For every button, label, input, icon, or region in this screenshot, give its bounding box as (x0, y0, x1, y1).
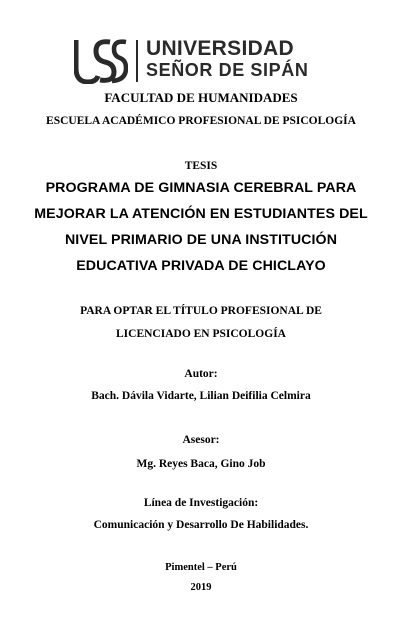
purpose-line-1: PARA OPTAR EL TÍTULO PROFESIONAL DE (80, 305, 322, 317)
advisor-name: Mg. Reyes Baca, Gino Job (136, 458, 266, 470)
author-name: Bach. Dávila Vidarte, Lilian Deifilia Celmira (91, 390, 311, 402)
logo-text-line2: SEÑOR DE SIPÁN (146, 60, 309, 80)
thesis-title-line-3: NIVEL PRIMARIO DE UNA INSTITUCIÓN (64, 232, 338, 248)
faculty-heading: FACULTAD DE HUMANIDADES (104, 90, 298, 105)
purpose-line-2: LICENCIADO EN PSICOLOGÍA (116, 328, 286, 340)
year: 2019 (190, 582, 212, 593)
author-label: Autor: (184, 368, 218, 380)
school-heading: ESCUELA ACADÉMICO PROFESIONAL DE PSICOLOGÍA (46, 115, 356, 127)
logo-text-line1: UNIVERSIDAD (146, 37, 294, 60)
thesis-title-line-1: PROGRAMA DE GIMNASIA CEREBRAL PARA (45, 180, 357, 196)
thesis-title-line-2: MEJORAR LA ATENCIÓN EN ESTUDIANTES DEL (34, 206, 368, 222)
logo-wordmark (146, 38, 326, 79)
research-line-label: Línea de Investigación: (143, 497, 259, 509)
thesis-title-line-4: EDUCATIVA PRIVADA DE CHICLAYO (76, 258, 326, 274)
university-logo (74, 38, 324, 84)
research-line-name: Comunicación y Desarrollo De Habilidades. (93, 519, 309, 531)
document-type: TESIS (184, 160, 218, 172)
uss-logo-mark-icon (74, 38, 128, 84)
advisor-label: Asesor: (182, 434, 220, 446)
place: Pimentel – Perú (165, 562, 237, 573)
logo-divider (136, 40, 138, 82)
